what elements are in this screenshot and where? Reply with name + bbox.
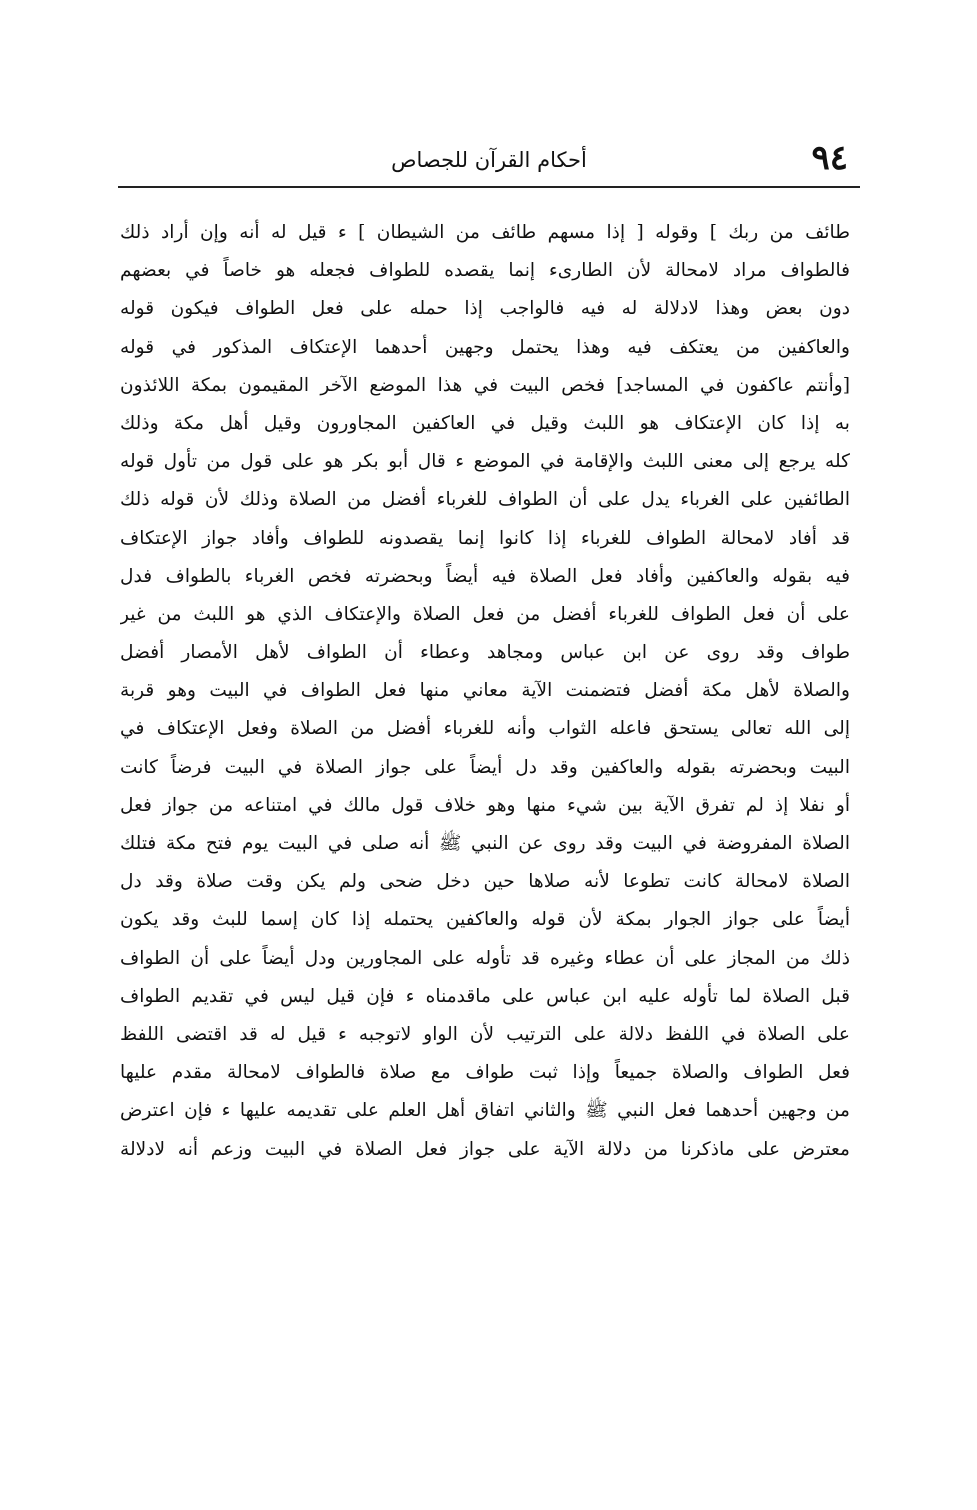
text-line: البيت وبحضرته بقوله والعاكفين وقد دل أيضاً على جواز الصلاة في البيت فرضاً كانت: [120, 756, 850, 778]
text-line: على أن فعل الطواف للغرباء أفضل من فعل الصلاة والإعتكاف الذي هو اللبث من غير: [120, 603, 850, 625]
text-line: من وجهين أحدهما فعل النبي ﷺ والثاني اتفاق أهل العلم على تقديمه عليها ء فإن اعترض: [120, 1100, 850, 1122]
body-text: [120, 214, 850, 1169]
text-line: كله يرجع إلى معنى اللبث والإقامة في الموضع ء قال أبو بكر هو على قول من تأول قوله: [120, 451, 850, 473]
text-line: طائف من ربك ] وقوله [ إذا مسهم طائف من الشيطان ] ء قيل له أنه وإن أراد ذلك: [120, 222, 850, 243]
text-line: ذلك من المجاز على أن عطاء وغيره قد تأوله على المجاورين ودل أيضاً على أن الطواف: [120, 947, 850, 969]
text-line: دون بعض وهذا لادلالة له فيه فالواجب إذا حمله على فعل الطواف فيكون قوله: [120, 298, 850, 320]
text-line: معترض على ماذكرنا من دلالة الآية على جواز فعل الصلاة في البيت وزعم أنه لادلالة: [120, 1138, 850, 1160]
text-line: به إذا كان الإعتكاف هو اللبث وقيل في العاكفين المجاورون وقيل أهل مكة وذلك: [120, 412, 850, 434]
text-line: طواف وقد روى عن ابن عباس ومجاهد وعطاء أن الطواف لأهل الأمصار أفضل: [120, 642, 850, 664]
text-line: والصلاة لأهل مكة أفضل فتضمنت الآية معاني منها فعل الطواف في البيت وهو قربة: [120, 680, 850, 702]
page-number: ٩٤: [811, 138, 848, 178]
text-line: والعاكفين من يعتكف فيه وهذا يحتمل وجهين أحدهما الإعتكاف المذكور في قوله: [120, 336, 850, 358]
text-line: فيه بقوله والعاكفين وأفاد فعل الصلاة فيه أيضاً وبحضرته فخص الغرباء بالطواف فدل: [120, 565, 850, 587]
text-line: الطائفين على الغرباء يدل على أن الطواف للغرباء أفضل من الصلاة وذلك لأن قوله ذلك: [120, 489, 850, 511]
text-line: الصلاة لامحالة كانت تطوعا لأنه صلاها حين دخل ضحى ولم يكن وقت صلاة وقد دل: [120, 871, 850, 893]
text-line: قد أفاد لامحالة الطواف للغرباء إذا كانوا إنما يقصدونه للطواف وأفاد جواز الإعتكاف: [120, 527, 850, 549]
header-divider: [118, 186, 860, 188]
text-line: إلى الله تعالى يستحق فاعله الثواب وأنه للغرباء أفضل من الصلاة وفعل الإعتكاف في: [120, 718, 850, 740]
text-line: فعل الطواف والصلاة جميعاً وإذا ثبت طواف مع صلاة فالطواف لامحالة مقدم عليها: [120, 1062, 850, 1084]
text-line: أو نفلا إذ لم تفرق الآية بين شيء منها وهو خلاف قول مالك في امتناعه من جواز فعل: [120, 794, 850, 816]
text-line: [وأنتم عاكفون في المساجد] فخص البيت في هذا الموضع الآخر المقيمون بمكة اللائذون: [120, 374, 850, 396]
text-line: فالطواف مراد لامحالة لأن الطارىء إنما يقصده للطواف فجعله هو خاصاً في بعضهم: [120, 260, 850, 282]
text-line: أيضاً على جواز الجوار بمكة لأن قوله والعاكفين يحتمله إذا كان إسما للبث وقد يكون: [120, 909, 850, 931]
page-header: [118, 138, 860, 184]
text-line: الصلاة المفروضة في البيت وقد روى عن النبي ﷺ أنه صلى في البيت يوم فتح مكة فتلك: [120, 833, 850, 854]
text-line: على الصلاة في اللفظ دلالة على الترتيب لأن الواو لاتوجبه ء قيل له قد اقتضى اللفظ: [120, 1023, 850, 1045]
text-line: قبل الصلاة لما تأوله عليه ابن عباس على ماقدمناه ء فإن قيل ليس في تقديم الطواف: [120, 985, 850, 1007]
running-title: أحكام القرآن للجصاص: [391, 148, 587, 172]
